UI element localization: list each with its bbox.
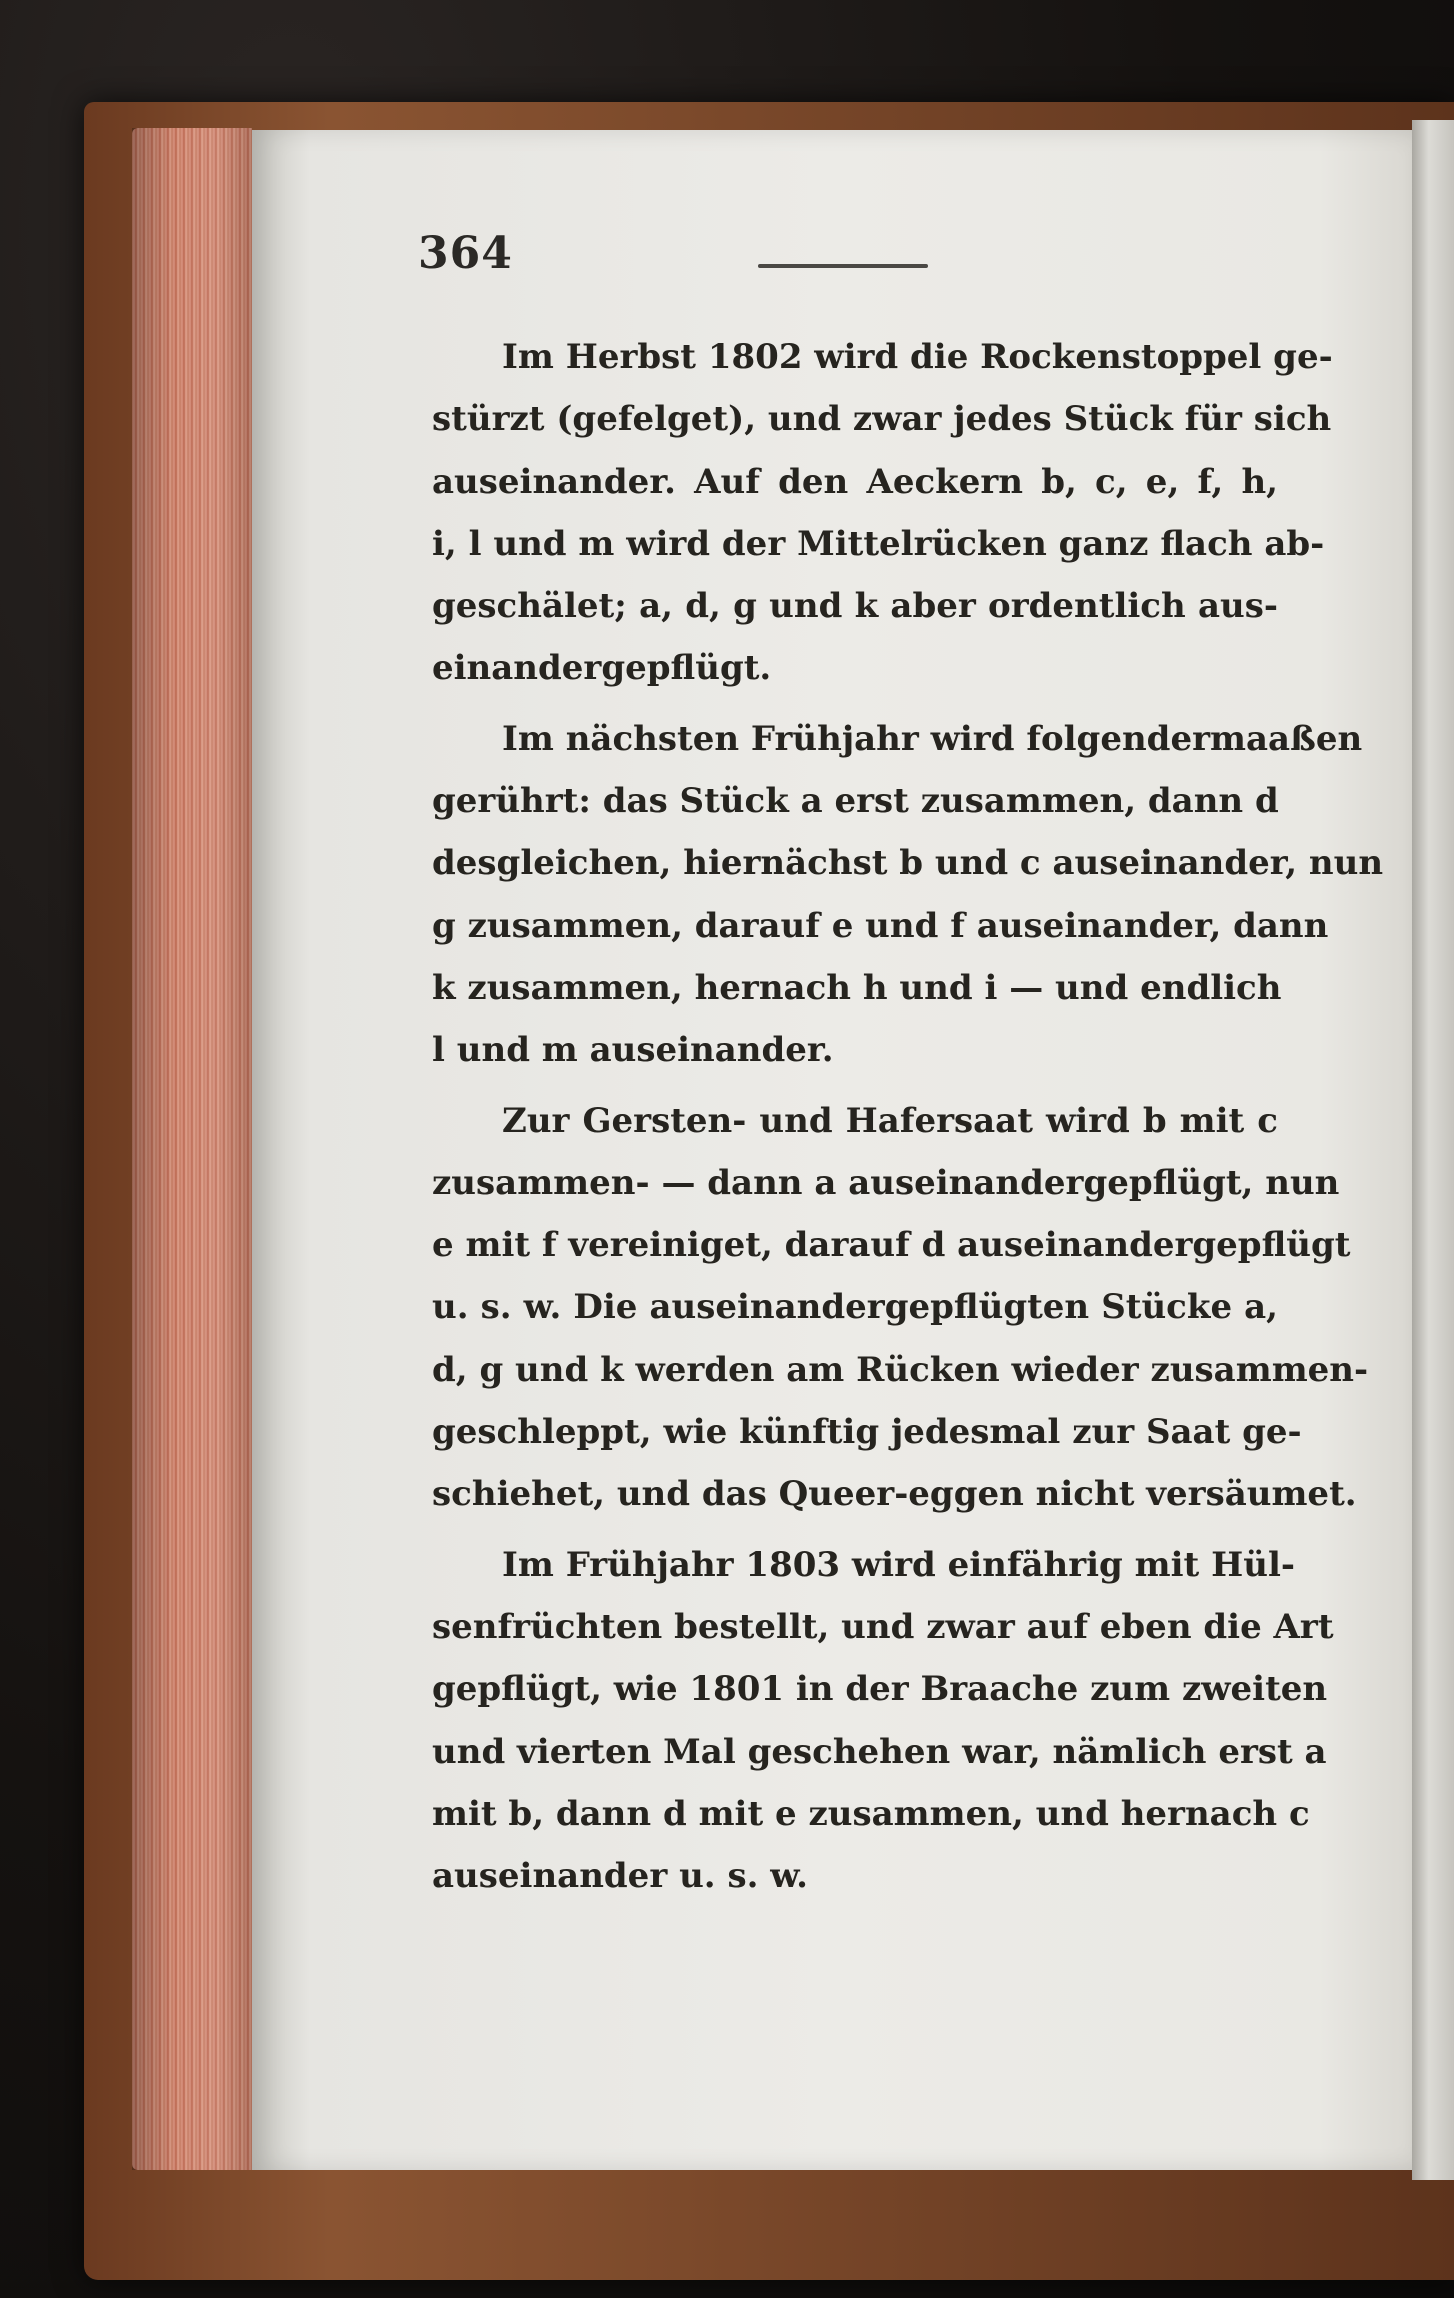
text-line: u. s. w. Die auseinandergepflügten Stücke a, bbox=[432, 1287, 1278, 1328]
text-line: d, g und k werden am Rücken wieder zusammen- bbox=[432, 1349, 1369, 1390]
text-line: einandergepflügt. bbox=[432, 648, 772, 689]
text-line: gerührt: das Stück a erst zusammen, dann d bbox=[432, 781, 1279, 822]
text-line: gepflügt, wie 1801 in der Braache zum zweiten bbox=[432, 1669, 1328, 1710]
text-line: Im Frühjahr 1803 wird einfährig mit Hül- bbox=[502, 1544, 1295, 1585]
header-rule bbox=[758, 264, 928, 268]
text-line: schiehet, und das Queer-eggen nicht versäumet. bbox=[432, 1474, 1357, 1515]
text-line: stürzt (gefelget), und zwar jedes Stück für sich bbox=[432, 399, 1332, 440]
text-line: g zusammen, darauf e und f auseinander, dann bbox=[432, 905, 1329, 946]
text-line: e mit f vereiniget, darauf d auseinandergepflügt bbox=[432, 1225, 1351, 1266]
text-line: desgleichen, hiernächst b und c auseinander, nun bbox=[432, 843, 1384, 884]
text-line: l und m auseinander. bbox=[432, 1030, 834, 1071]
text-line: senfrüchten bestellt, und zwar auf eben die Art bbox=[432, 1606, 1334, 1647]
text-line: mit b, dann d mit e zusammen, und hernach c bbox=[432, 1793, 1310, 1834]
page-edges bbox=[132, 128, 252, 2170]
text-line: k zusammen, hernach h und i — und endlich bbox=[432, 967, 1282, 1008]
page-body-text bbox=[432, 326, 1384, 1907]
text-line: geschälet; a, d, g und k aber ordentlich aus- bbox=[432, 586, 1278, 627]
paragraph bbox=[432, 1534, 1334, 1908]
text-line: Im nächsten Frühjahr wird folgendermaaßen bbox=[502, 718, 1363, 759]
paragraph bbox=[432, 708, 1384, 1082]
text-line: Zur Gersten- und Hafersaat wird b mit c bbox=[502, 1100, 1278, 1141]
paragraph bbox=[432, 326, 1333, 700]
text-line: und vierten Mal geschehen war, nämlich erst a bbox=[432, 1731, 1327, 1772]
text-line: auseinander u. s. w. bbox=[432, 1856, 808, 1897]
text-line: zusammen- — dann a auseinandergepflügt, nun bbox=[432, 1162, 1340, 1203]
text-line: Im Herbst 1802 wird die Rockenstoppel ge- bbox=[502, 337, 1333, 377]
text-line: geschleppt, wie künftig jedesmal zur Saat ge- bbox=[432, 1412, 1302, 1453]
paragraph bbox=[432, 1090, 1369, 1526]
text-line: auseinander. Auf den Aeckern b, c, e, f, h, bbox=[432, 461, 1278, 502]
next-page-edge bbox=[1412, 120, 1454, 2180]
text-line: i, l und m wird der Mittelrücken ganz flach ab- bbox=[432, 523, 1325, 564]
page-number: 364 bbox=[418, 228, 513, 279]
page-header bbox=[418, 220, 1258, 300]
